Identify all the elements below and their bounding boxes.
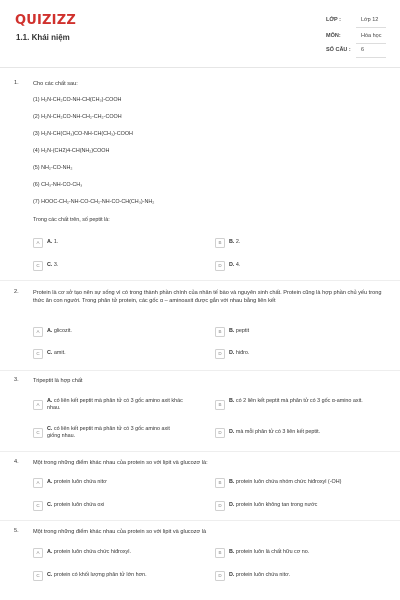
option-b-text: protein luôn là chất hữu cơ no.	[235, 549, 310, 555]
compound-2: (2) H₂N-CH₂CO-NH-CH₂-CH₂-COOH	[33, 114, 122, 120]
compound-6: (6) CH₃-NH-CO-CH₃	[33, 182, 83, 188]
option-d[interactable]: D D. protein luôn chứa nitơ.	[215, 571, 385, 584]
question-text: Một trong những điểm khác nhau của protein so với lipit và glucozơ là	[33, 529, 207, 535]
option-b-badge: B	[215, 400, 225, 410]
question-divider	[0, 370, 400, 371]
question-text: Tripeptit là hợp chất	[33, 378, 83, 384]
compound-7: (7) HOOC-CH₂-NH-CO-CH₂-NH-CO-CH(CH₃)-NH₂	[33, 199, 155, 205]
option-b[interactable]: B B. protein luôn là chất hữu cơ no.	[215, 548, 385, 561]
count-label: SỐ CÂU :	[326, 47, 351, 53]
option-b-text: protein luôn chứa nhóm chức hiđroxyl (-OH)	[235, 479, 342, 485]
question-number: 4.	[14, 459, 19, 465]
compound-3: (3) H₂N-CH(CH₃)CO-NH-CH(CH₃)-COOH	[33, 131, 133, 137]
option-d-badge: D	[215, 349, 225, 359]
option-c-badge: C	[33, 261, 43, 271]
option-d-text: protein luôn không tan trong nước	[235, 502, 318, 508]
question-number: 2.	[14, 289, 19, 295]
option-d-badge: D	[215, 501, 225, 511]
subject-label: MÔN:	[326, 33, 341, 39]
option-a-badge: A	[33, 238, 43, 248]
option-a-badge: A	[33, 400, 43, 410]
option-c[interactable]: C C. amit.	[33, 349, 183, 362]
question-text: Một trong những điểm khác nhau của protein so với lipit và glucozơ là:	[33, 460, 208, 466]
count-value: 6	[361, 47, 365, 53]
option-a-badge: A	[33, 478, 43, 488]
question-divider	[0, 280, 400, 281]
option-b-badge: B	[215, 478, 225, 488]
option-a-text: có liên kết peptit mà phân tử có 3 gốc amino axit khác nhau.	[47, 398, 183, 411]
option-d-text: hiđro.	[235, 350, 250, 356]
option-a[interactable]: A A. protein luôn chứa chức hiđroxyl.	[33, 548, 183, 561]
question-number: 1.	[14, 80, 19, 86]
option-d[interactable]: D D. protein luôn không tan trong nước	[215, 501, 385, 514]
option-a-badge: A	[33, 548, 43, 558]
option-d[interactable]: D D. mà mỗi phân tử có 3 liên kết peptit.	[215, 428, 385, 441]
option-c[interactable]: C C. protein luôn chứa oxi	[33, 501, 183, 514]
question-number: 5.	[14, 528, 19, 534]
option-b-badge: B	[215, 238, 225, 248]
option-c[interactable]: C C. 3.	[33, 261, 183, 274]
option-b-badge: B	[215, 327, 225, 337]
option-a-text: protein luôn chứa chức hiđroxyl.	[53, 549, 131, 555]
option-a[interactable]: A A. glicozit.	[33, 327, 183, 340]
option-c[interactable]: C C. có liên kết peptit mà phân tử có 3 gốc amino axit giống nhau.	[33, 425, 183, 441]
question-divider	[0, 520, 400, 521]
option-b[interactable]: B B. có 2 liên kết peptit mà phân tử có 3 gốc α-amino axit.	[215, 397, 385, 413]
option-b-text: peptit	[235, 328, 250, 334]
option-c[interactable]: C C. protein có khối lượng phân tử lớn hơn.	[33, 571, 183, 584]
option-c-text: amit.	[53, 350, 66, 356]
option-c-badge: C	[33, 571, 43, 581]
subject-underline	[356, 43, 386, 44]
option-d-text: protein luôn chứa nitơ.	[235, 572, 291, 578]
question-divider	[0, 451, 400, 452]
option-b[interactable]: B B. 2.	[215, 238, 385, 251]
question-number: 3.	[14, 377, 19, 383]
question-prompt: Trong các chất trên, số peptit là:	[33, 217, 110, 223]
option-c-text: 3.	[53, 262, 59, 268]
option-b[interactable]: B B. protein luôn chứa nhóm chức hiđroxyl (-OH)	[215, 478, 385, 491]
class-underline	[356, 27, 386, 28]
option-d-badge: D	[215, 571, 225, 581]
compound-1: (1) H₂N-CH₂CO-NH-CH(CH₃)-COOH	[33, 97, 122, 103]
option-c-text: protein luôn chứa oxi	[53, 502, 105, 508]
option-d[interactable]: D D. 4.	[215, 261, 385, 274]
option-a-text: protein luôn chứa nitơ	[53, 479, 107, 485]
option-b-badge: B	[215, 548, 225, 558]
compound-4: (4) H₂N-(CH2)4-CH(NH₂)COOH	[33, 148, 110, 154]
option-a[interactable]: A A. có liên kết peptit mà phân tử có 3 gốc amino axit khác nhau.	[33, 397, 183, 413]
subject-value: Hóa học	[361, 33, 382, 39]
option-d[interactable]: D D. hiđro.	[215, 349, 385, 362]
option-a-text: glicozit.	[53, 328, 72, 334]
option-d-badge: D	[215, 428, 225, 438]
header-divider	[0, 67, 400, 68]
option-b[interactable]: B B. peptit	[215, 327, 385, 340]
option-d-text: mà mỗi phân tử có 3 liên kết peptit.	[235, 429, 321, 435]
option-a[interactable]: A A. protein luôn chứa nitơ	[33, 478, 183, 491]
question-text: Cho các chất sau:	[33, 81, 78, 87]
count-underline	[356, 57, 386, 58]
compound-5: (5) NH₂-CO-NH₂	[33, 165, 73, 171]
option-a-badge: A	[33, 327, 43, 337]
page-title: 1.1. Khái niệm	[16, 33, 70, 42]
option-c-text: protein có khối lượng phân tử lớn hơn.	[53, 572, 147, 578]
option-d-badge: D	[215, 261, 225, 271]
option-c-text: có liên kết peptit mà phân tử có 3 gốc amino axit giống nhau.	[47, 426, 170, 439]
option-a-text: 1.	[53, 239, 59, 245]
class-label: LỚP :	[326, 17, 341, 23]
option-d-text: 4.	[235, 262, 241, 268]
option-b-text: có 2 liên kết peptit mà phân tử có 3 gốc α-amino axit.	[235, 398, 363, 404]
option-c-badge: C	[33, 501, 43, 511]
quizizz-logo: QUIZIZZ	[15, 13, 76, 28]
option-a[interactable]: A A. 1.	[33, 238, 183, 251]
class-value: Lớp 12	[361, 17, 379, 23]
option-b-text: 2.	[235, 239, 241, 245]
option-c-badge: C	[33, 349, 43, 359]
question-text: Protein là cơ sở tạo nên sự sống vì có trong thành phần chính của nhân tế bào và nguyên sinh chất. Protein cũng là hợp phần chủ yếu trong thức ăn con người. Trong phân tử protein, các gốc α – aminoaxit được gắn với nhau bằng liên kết	[33, 290, 382, 304]
option-c-badge: C	[33, 428, 43, 438]
